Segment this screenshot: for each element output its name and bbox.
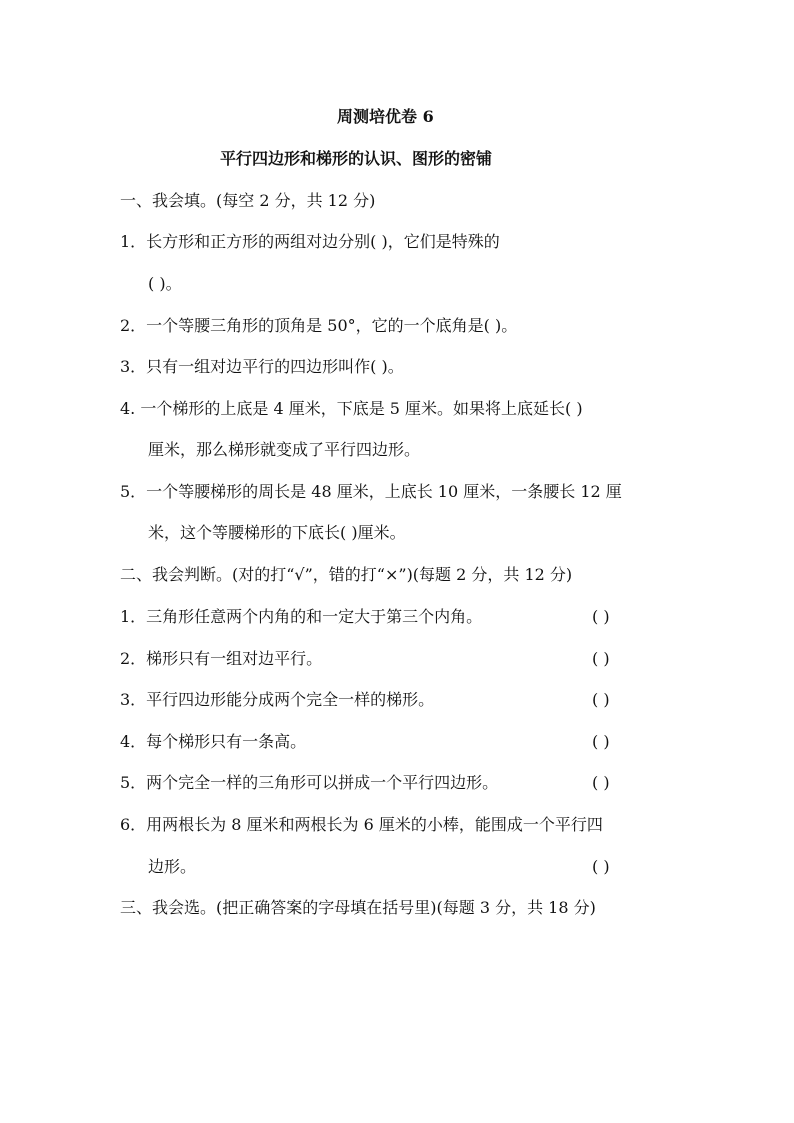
judge-question-6-line-1: 6．用两根长为 8 厘米和两根长为 6 厘米的小棒，能围成一个平行四 xyxy=(120,815,603,834)
section-heading-choose: 三、我会选。(把正确答案的字母填在括号里)(每题 3 分，共 18 分) xyxy=(120,898,596,917)
judge-question-4: 4．每个梯形只有一条高。 xyxy=(120,732,307,751)
page-title: 周测培优卷 6 xyxy=(337,107,434,126)
judge-question-1: 1．三角形任意两个内角的和一定大于第三个内角。 xyxy=(120,607,483,626)
fill-question-1-line-2: ( )。 xyxy=(148,274,182,293)
page-subtitle: 平行四边形和梯形的认识、图形的密铺 xyxy=(220,149,493,168)
judge-answer-blank-2[interactable]: ( ) xyxy=(592,649,610,668)
fill-question-2: 2．一个等腰三角形的顶角是 50°，它的一个底角是( )。 xyxy=(120,316,518,335)
judge-question-6-line-2: 边形。 xyxy=(148,857,197,876)
section-heading-judge: 二、我会判断。(对的打“√”，错的打“×”)(每题 2 分，共 12 分) xyxy=(120,565,573,584)
fill-question-1-line-1: 1．长方形和正方形的两组对边分别( )，它们是特殊的 xyxy=(120,232,500,251)
judge-answer-blank-6[interactable]: ( ) xyxy=(592,857,610,876)
fill-question-4-line-1: 4. 一个梯形的上底是 4 厘米，下底是 5 厘米。如果将上底延长( ) xyxy=(120,399,583,418)
judge-answer-blank-1[interactable]: ( ) xyxy=(592,607,610,626)
section-heading-fill-in: 一、我会填。(每空 2 分，共 12 分) xyxy=(120,191,376,210)
judge-question-2: 2．梯形只有一组对边平行。 xyxy=(120,649,323,668)
fill-question-5-line-2: 米，这个等腰梯形的下底长( )厘米。 xyxy=(148,523,406,542)
judge-question-5: 5．两个完全一样的三角形可以拼成一个平行四边形。 xyxy=(120,773,499,792)
judge-answer-blank-4[interactable]: ( ) xyxy=(592,732,610,751)
fill-question-3: 3．只有一组对边平行的四边形叫作( )。 xyxy=(120,357,404,376)
judge-answer-blank-3[interactable]: ( ) xyxy=(592,690,610,709)
judge-question-3: 3．平行四边形能分成两个完全一样的梯形。 xyxy=(120,690,435,709)
fill-question-5-line-1: 5．一个等腰梯形的周长是 48 厘米，上底长 10 厘米，一条腰长 12 厘 xyxy=(120,482,622,501)
judge-answer-blank-5[interactable]: ( ) xyxy=(592,773,610,792)
fill-question-4-line-2: 厘米，那么梯形就变成了平行四边形。 xyxy=(148,440,421,459)
